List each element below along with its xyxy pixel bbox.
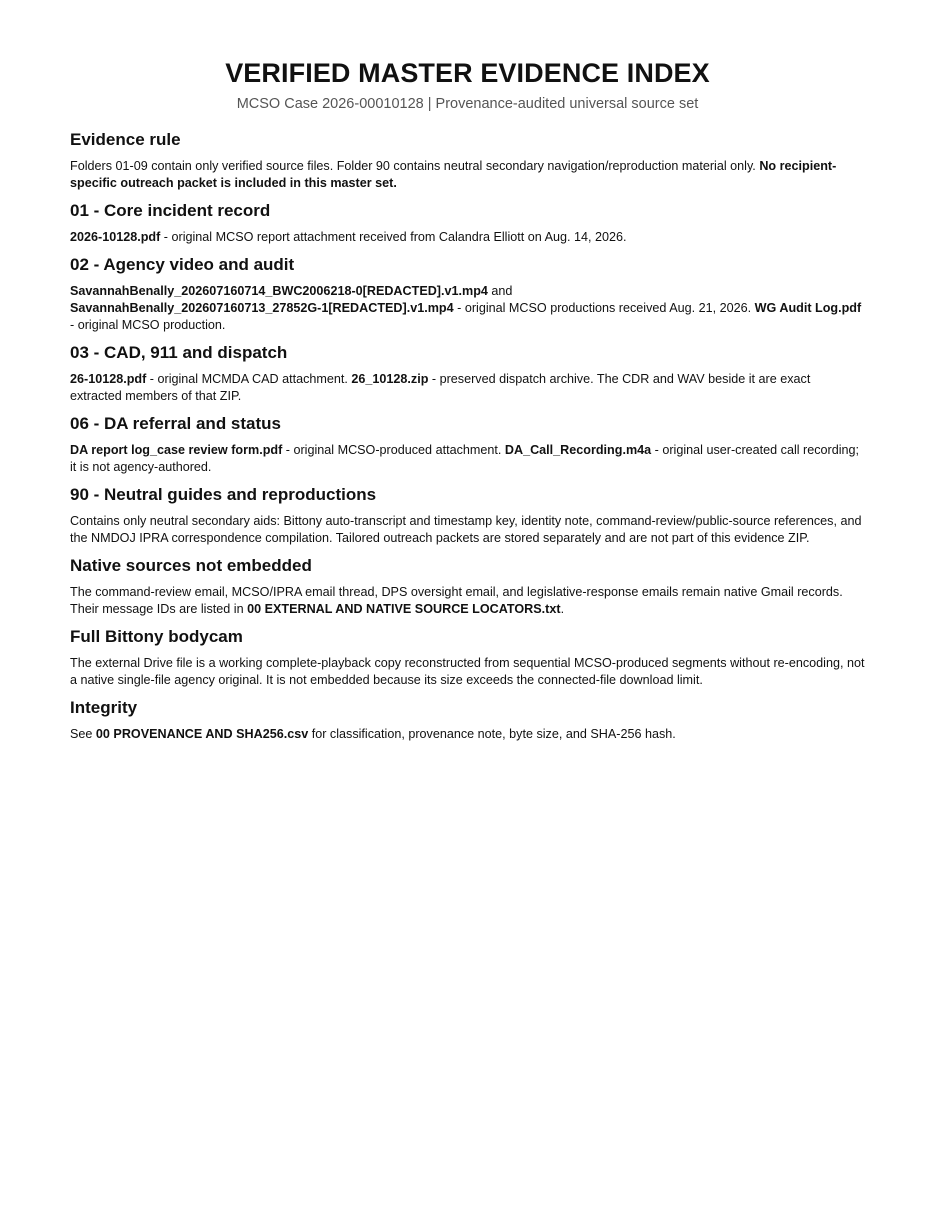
body-text: - original user-created call recording; it is not agency-authored. (70, 443, 860, 474)
body-text: - original MCSO-produced attachment. (282, 443, 505, 457)
section-heading: 01 - Core incident record (70, 201, 271, 220)
file-name: 26_10128.zip (351, 372, 429, 386)
section-body (70, 584, 865, 618)
file-name: 26-10128.pdf (70, 372, 147, 386)
section-body: Contains only neutral secondary aids: Bittony auto-transcript and timestamp key, identity note, command-review/public-source references, and the NMDOJ IPRA correspondence compilation. Tailored outreach packets are stored separately and are not part of this evidence ZIP. (70, 514, 862, 545)
body-text: . (560, 602, 565, 616)
section-body (70, 158, 865, 192)
file-name: 00 PROVENANCE AND SHA256.csv (95, 727, 309, 741)
section-heading: Native sources not embedded (70, 556, 312, 575)
section-heading: 03 - CAD, 911 and dispatch (70, 343, 288, 362)
section-heading: Evidence rule (70, 130, 181, 149)
body-text: - original MCSO production. (70, 318, 226, 332)
body-text: and (487, 284, 513, 298)
section-native-sources (70, 555, 865, 618)
body-text: Folders 01-09 contain only verified source files. Folder 90 contains neutral secondary navigation/reproduction material only. (70, 159, 760, 173)
section-heading: 06 - DA referral and status (70, 414, 281, 433)
section-agency-video (70, 254, 865, 334)
section-body (70, 229, 865, 246)
section-integrity (70, 697, 865, 743)
section-da-referral (70, 413, 865, 476)
body-text: The command-review email, MCSO/IPRA email thread, DPS oversight email, and legislative-response emails remain native Gmail records. Their message IDs are listed in (70, 585, 843, 616)
body-text: - original MCSO report attachment received from Calandra Elliott on Aug. 14, 2026. (160, 230, 627, 244)
section-neutral-guides (70, 484, 865, 547)
section-body (70, 442, 865, 476)
section-body (70, 371, 865, 405)
section-body: The external Drive file is a working complete-playback copy reconstructed from sequential MCSO-produced segments without re-encoding, not a native single-file agency original. It is not embedded because its size exceeds the connected-file download limit. (70, 656, 865, 687)
section-body (70, 726, 865, 743)
section-evidence-rule (70, 129, 865, 192)
body-emphasis: No recipient-specific outreach packet is included in this master set. (70, 159, 837, 190)
section-heading: Full Bittony bodycam (70, 627, 243, 646)
file-name: SavannahBenally_202607160714_BWC2006218-0[REDACTED].v1.mp4 (70, 284, 488, 298)
file-name: 2026-10128.pdf (70, 230, 161, 244)
body-text: See (70, 727, 96, 741)
file-name: WG Audit Log.pdf (754, 301, 862, 315)
section-bodycam (70, 626, 865, 689)
document-subtitle: MCSO Case 2026-00010128 | Provenance-audited universal source set (236, 96, 699, 112)
body-text: - original MCMDA CAD attachment. (146, 372, 352, 386)
file-name: DA_Call_Recording.m4a (504, 443, 652, 457)
body-text: - original MCSO productions received Aug. 21, 2026. (453, 301, 755, 315)
section-body (70, 283, 865, 334)
section-cad-dispatch (70, 342, 865, 405)
document-title: VERIFIED MASTER EVIDENCE INDEX (225, 58, 710, 88)
section-heading: 90 - Neutral guides and reproductions (70, 485, 377, 504)
section-core-incident (70, 200, 865, 246)
section-heading: 02 - Agency video and audit (70, 255, 295, 274)
file-name: DA report log_case review form.pdf (70, 443, 283, 457)
body-text: - preserved dispatch archive. The CDR and WAV beside it are exact extracted members of that ZIP. (70, 372, 811, 403)
section-heading: Integrity (70, 698, 138, 717)
body-text: for classification, provenance note, byte size, and SHA-256 hash. (308, 727, 676, 741)
file-name: SavannahBenally_202607160713_27852G-1[REDACTED].v1.mp4 (70, 301, 454, 315)
file-name: 00 EXTERNAL AND NATIVE SOURCE LOCATORS.txt (247, 602, 561, 616)
